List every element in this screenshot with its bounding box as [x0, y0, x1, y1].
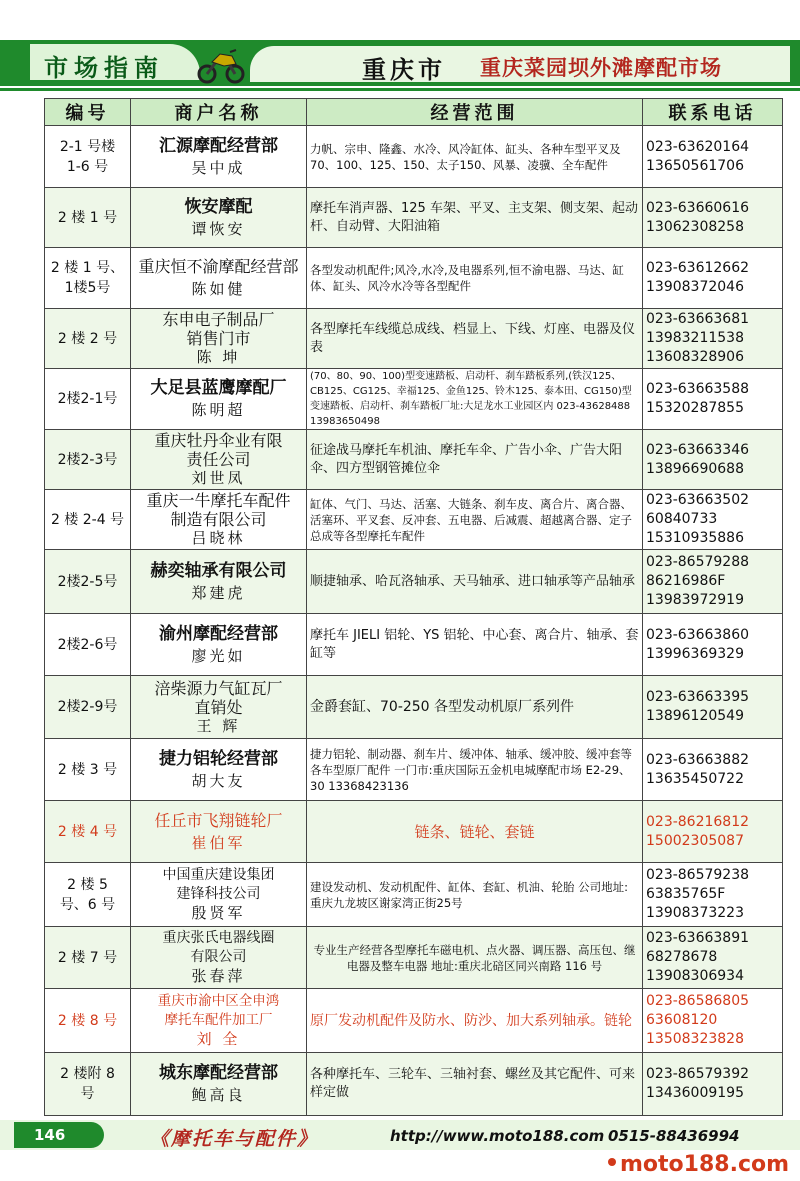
business-scope: 原厂发动机配件及防水、防沙、加大系列轴承。链轮 — [307, 989, 643, 1053]
merchant-name: 重庆恒不渝摩配经营部 陈如健 — [131, 248, 307, 309]
watermark-dot-icon — [608, 1158, 616, 1166]
phone-numbers: 023-86579392 13436009195 — [643, 1053, 783, 1116]
business-scope: 链条、链轮、套链 — [307, 801, 643, 863]
stall-number: 2 楼附 8 号 — [45, 1053, 131, 1116]
header-divider — [0, 88, 800, 91]
merchant-name: 渝州摩配经营部 廖光如 — [131, 614, 307, 676]
table-row — [45, 676, 783, 739]
business-scope: 捷力铝轮、制动器、刹车片、缓冲体、轴承、缓冲胶、缓冲套等各车型原厂配件 一门市:重庆国际五金机电城摩配市场 E2-29、30 13368423136 — [307, 739, 643, 801]
table-row — [45, 430, 783, 490]
stall-number: 2 楼 8 号 — [45, 989, 131, 1053]
table-row — [45, 801, 783, 863]
page-number: 146 — [34, 1126, 66, 1144]
merchant-name: 重庆市渝中区全申鸿 摩托车配件加工厂 刘 全 — [131, 989, 307, 1053]
watermark: moto188.com — [620, 1152, 790, 1177]
stall-number: 2 楼 7 号 — [45, 927, 131, 989]
merchant-name: 涪柴源力气缸瓦厂 直销处 王 辉 — [131, 676, 307, 739]
table-row — [45, 989, 783, 1053]
stall-number: 2-1 号楼 1-6 号 — [45, 126, 131, 188]
business-scope: 各种摩托车、三轮车、三轴衬套、螺丝及其它配件、可来样定做 — [307, 1053, 643, 1116]
phone-numbers: 023-63663882 13635450722 — [643, 739, 783, 801]
col-header-phone: 联系电话 — [643, 99, 783, 126]
merchant-name: 捷力铝轮经营部 胡大友 — [131, 739, 307, 801]
merchant-name: 东申电子制品厂 销售门市 陈 坤 — [131, 309, 307, 369]
phone-numbers: 023-63663588 15320287855 — [643, 369, 783, 430]
business-scope: 征途战马摩托车机油、摩托车伞、广告小伞、广告大阳伞、四方型钢管摊位伞 — [307, 430, 643, 490]
phone-numbers: 023-63612662 13908372046 — [643, 248, 783, 309]
table-row — [45, 550, 783, 614]
stall-number: 2 楼 2 号 — [45, 309, 131, 369]
merchant-name: 大足县蓝鹰摩配厂 陈明超 — [131, 369, 307, 430]
phone-numbers: 023-86579238 63835765F 13908373223 — [643, 863, 783, 927]
city-title: 重庆市 — [362, 55, 446, 84]
merchant-name: 重庆张氏电器线圈 有限公司 张春萍 — [131, 927, 307, 989]
phone-numbers: 023-63620164 13650561706 — [643, 126, 783, 188]
merchant-name: 重庆牡丹伞业有限 责任公司 刘世凤 — [131, 430, 307, 490]
stall-number: 2楼2-6号 — [45, 614, 131, 676]
table-row — [45, 369, 783, 430]
col-header-scope: 经营范围 — [307, 99, 643, 126]
table-header-row — [45, 99, 783, 126]
phone-numbers: 023-63663502 60840733 15310935886 — [643, 490, 783, 550]
table-row — [45, 614, 783, 676]
stall-number: 2 楼 4 号 — [45, 801, 131, 863]
stall-number: 2 楼 5 号、6 号 — [45, 863, 131, 927]
col-header-number: 编号 — [45, 99, 131, 126]
merchant-name: 重庆一牛摩托车配件 制造有限公司 吕晓林 — [131, 490, 307, 550]
stall-number: 2 楼 1 号 — [45, 188, 131, 248]
market-title: 重庆菜园坝外滩摩配市场 — [480, 56, 722, 80]
table-row — [45, 309, 783, 369]
website-url: http://www.moto188.com — [390, 1127, 605, 1145]
merchant-name: 城东摩配经营部 鲍高良 — [131, 1053, 307, 1116]
table-row — [45, 927, 783, 989]
phone-numbers: 023-63663860 13996369329 — [643, 614, 783, 676]
footer-phone: 0515-88436994 — [608, 1127, 740, 1145]
stall-number: 2楼2-5号 — [45, 550, 131, 614]
business-scope: 摩托车 JIELI 铝轮、YS 铝轮、中心套、离合片、轴承、套缸等 — [307, 614, 643, 676]
business-scope: 金爵套缸、70-250 各型发动机原厂系列件 — [307, 676, 643, 739]
table-row — [45, 739, 783, 801]
stall-number: 2 楼 2-4 号 — [45, 490, 131, 550]
phone-numbers: 023-86579288 86216986F 13983972919 — [643, 550, 783, 614]
phone-numbers: 023-63663346 13896690688 — [643, 430, 783, 490]
stall-number: 2楼2-3号 — [45, 430, 131, 490]
merchant-name: 恢安摩配 谭恢安 — [131, 188, 307, 248]
business-scope: 摩托车消声器、125 车架、平叉、主支架、侧支架、起动杆、自动臂、大阳油箱 — [307, 188, 643, 248]
motorcycle-icon — [196, 44, 246, 84]
table-row — [45, 248, 783, 309]
business-scope: (70、80、90、100)型变速踏板、启动杆、刹车踏板系列,(铁汉125、CB125、CG125、幸福125、金鱼125、铃木125、泰本田、CG150)型变速踏板、启动杆、刹车踏板厂址:大足龙水工业园区内 023-43628488 13983650498 — [307, 369, 643, 430]
business-scope: 各型发动机配件;风冷,水冷,及电器系列,恒不渝电器、马达、缸体、缸头、风冷水冷等各型配件 — [307, 248, 643, 309]
business-scope: 各型摩托车线缆总成线、档显上、下线、灯座、电器及仪表 — [307, 309, 643, 369]
table-row — [45, 490, 783, 550]
business-scope: 力帆、宗申、隆鑫、水冷、风冷缸体、缸头、各种车型平叉及70、100、125、150、太子150、风暴、凌骥、全车配件 — [307, 126, 643, 188]
stall-number: 2楼2-1号 — [45, 369, 131, 430]
stall-number: 2 楼 1 号、 1楼5号 — [45, 248, 131, 309]
merchant-name: 中国重庆建设集团 建锋科技公司 殷贤军 — [131, 863, 307, 927]
merchant-name: 任丘市飞翔链轮厂 崔伯军 — [131, 801, 307, 863]
section-title: 市场指南 — [44, 53, 164, 82]
merchant-name: 汇源摩配经营部 吴中成 — [131, 126, 307, 188]
table-row — [45, 863, 783, 927]
merchant-name: 赫奕轴承有限公司 郑建虎 — [131, 550, 307, 614]
business-scope: 建设发动机、发动机配件、缸体、套缸、机油、轮胎 公司地址:重庆九龙坡区谢家湾正街25号 — [307, 863, 643, 927]
col-header-merchant: 商户名称 — [131, 99, 307, 126]
table-row — [45, 1053, 783, 1116]
phone-numbers: 023-86586805 63608120 13508323828 — [643, 989, 783, 1053]
phone-numbers: 023-63663681 13983211538 13608328906 — [643, 309, 783, 369]
business-scope: 顺捷轴承、哈瓦洛轴承、天马轴承、进口轴承等产品轴承 — [307, 550, 643, 614]
table-row — [45, 188, 783, 248]
phone-numbers: 023-86216812 15002305087 — [643, 801, 783, 863]
table-row — [45, 126, 783, 188]
business-scope: 专业生产经营各型摩托车磁电机、点火器、调压器、高压包、继电器及整车电器 地址:重庆北碚区同兴南路 116 号 — [307, 927, 643, 989]
magazine-title: 《摩托车与配件》 — [150, 1128, 319, 1150]
stall-number: 2 楼 3 号 — [45, 739, 131, 801]
phone-numbers: 023-63663395 13896120549 — [643, 676, 783, 739]
phone-numbers: 023-63660616 13062308258 — [643, 188, 783, 248]
merchant-table — [44, 98, 783, 1116]
business-scope: 缸体、气门、马达、活塞、大链条、刹车皮、离合片、离合器、活塞环、平叉套、反冲套、五电器、后减震、超越离合器、定子总成等各型摩托车配件 — [307, 490, 643, 550]
stall-number: 2楼2-9号 — [45, 676, 131, 739]
phone-numbers: 023-63663891 68278678 13908306934 — [643, 927, 783, 989]
